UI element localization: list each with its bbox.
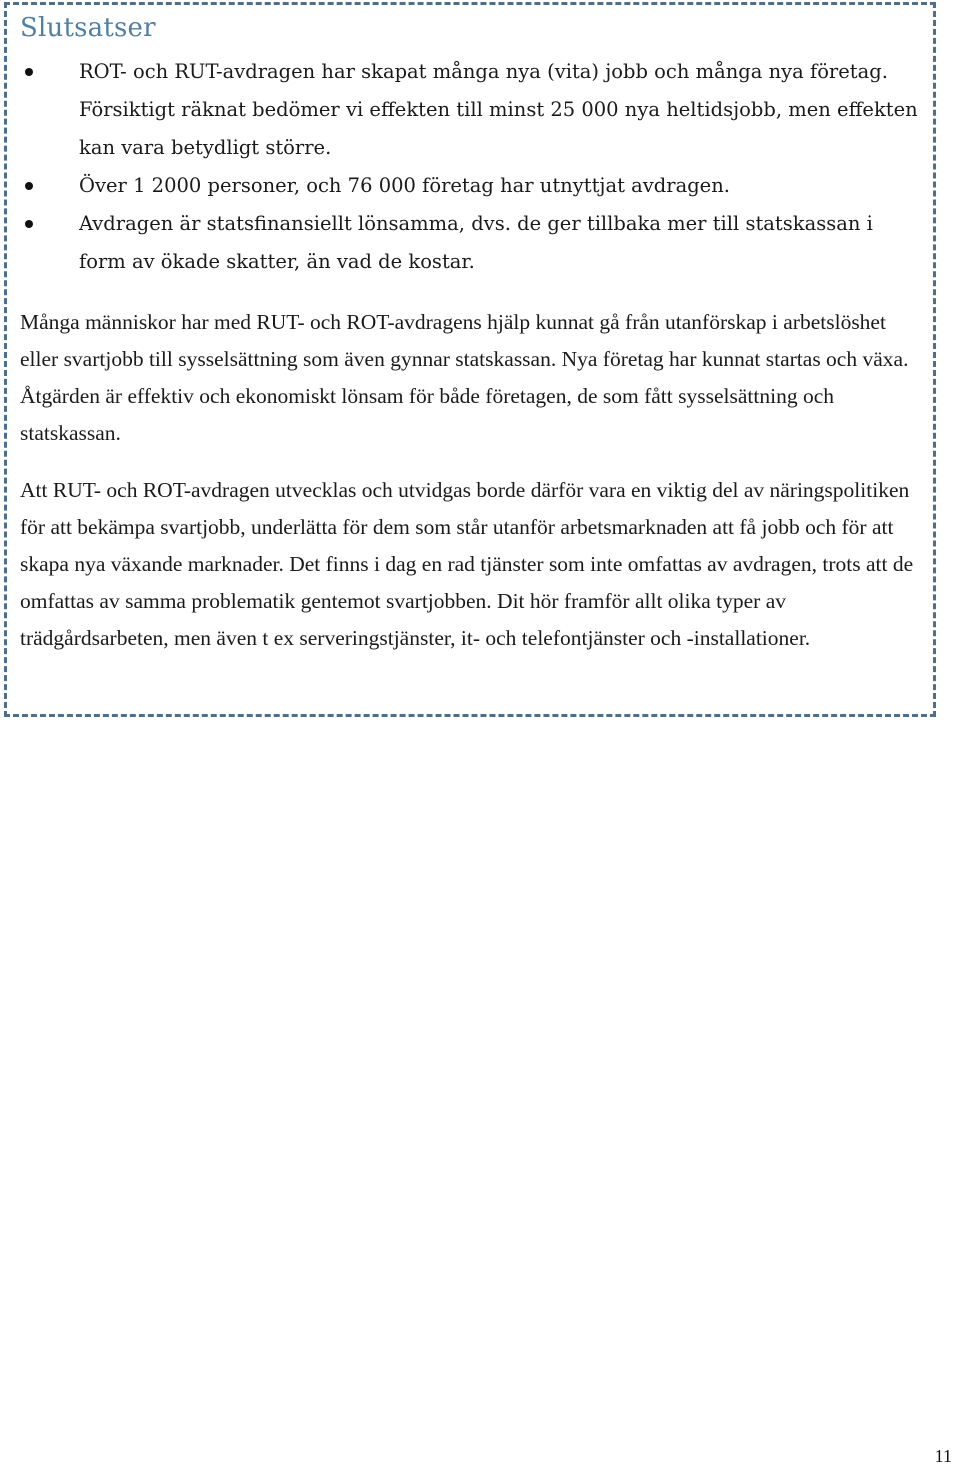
list-item-text: Över 1 2000 personer, och 76 000 företag har utnyttjat avdragen. [79,174,730,197]
body-paragraph: Att RUT- och ROT-avdragen utvecklas och utvidgas borde därför vara en viktig del av näringspolitiken för att bekämpa svartjobb, underlätta för dem som står utanför arbetsmarknaden att få jobb och för att skapa nya växande marknader. Det finns i dag en rad tjänster som inte omfattas av avdragen, trots att de omfattas av samma problematik gentemot svartjobben. Dit hör framför allt olika typer av trädgårdsarbeten, men även t ex serveringstjänster, it- och telefontjänster och -installationer. [20,478,914,650]
list-item-text: Avdragen är statsfinansiellt lönsamma, dvs. de ger tillbaka mer till statskassan i form av ökade skatter, än vad de kostar. [79,212,873,273]
bullet-icon [25,182,33,190]
list-item [20,205,920,281]
bullet-icon [25,220,33,228]
conclusions-list [20,53,920,281]
page-number: 11 [934,1446,952,1466]
section-heading: Slutsatser [20,13,156,43]
list-item-text: ROT- och RUT-avdragen har skapat många nya (vita) jobb och många nya företag. Försiktigt räknat bedömer vi effekten till minst 25 000 nya heltidsjobb, men effekten kan vara betydligt större. [79,60,918,159]
list-item [20,53,920,167]
body-paragraph: Många människor har med RUT- och ROT-avdragens hjälp kunnat gå från utanförskap i arbetslöshet eller svartjobb till sysselsättning som även gynnar statskassan. Nya företag har kunnat startas och växa. Åtgärden är effektiv och ekonomiskt lönsam för både företagen, de som fått sysselsättning och statskassan. [20,310,909,445]
bullet-icon [25,68,33,76]
list-item [20,167,920,205]
